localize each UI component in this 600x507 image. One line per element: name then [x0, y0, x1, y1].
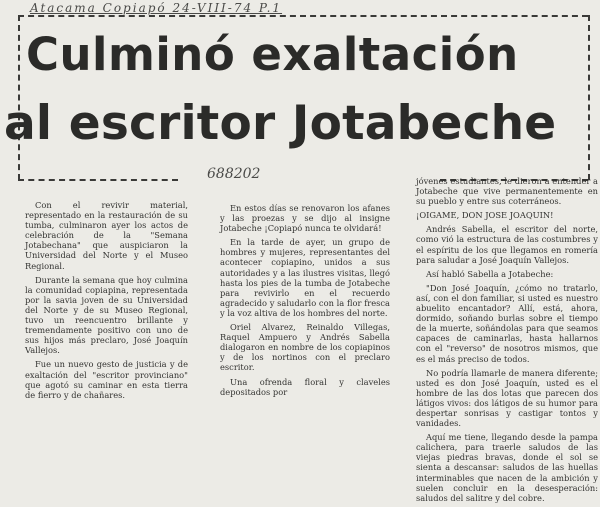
- article-column-3: [416, 176, 598, 507]
- paragraph: Oriel Alvarez, Reinaldo Villegas, Raquel Ampuero y Andrés Sabella dialogaron en nombre de los copiapinos y de los nortinos con el preclaro escritor.: [220, 322, 390, 373]
- article-column-2: [220, 203, 390, 401]
- handwritten-source-note: Atacama Copiapó 24-VIII-74 P.1: [30, 1, 283, 15]
- paragraph: Durante la semana que hoy culmina la comunidad copiapina, representada por la savia joven de su Universidad del Norte y de su Museo Regional, tuvo un reencuentro brillante y tremendamente positivo con uno de sus hijos más preclaro, José Joaquín Vallejos.: [25, 274, 188, 356]
- paragraph: Andrés Sabella, el escritor del norte, como vió la estructura de las costumbres y el espíritu de los que llegamos en romería para saludar a José Joaquín Vallejos.: [416, 224, 598, 265]
- paragraph: jóvenes estudiantes, le dieron a entender a Jotabeche que vive permanentemente en su pueblo y entre sus coterráneos.: [416, 176, 598, 207]
- headline-line-2: al escritor Jotabeche: [4, 96, 557, 151]
- paragraph: En la tarde de ayer, un grupo de hombres y mujeres, representantes del acontecer copiapino, unidos a sus autoridades y a las ilustres visitas, llegó hasta los pies de la tumba de Jotabeche para revivirlo en el recuerdo agradecido y saludarlo con la flor fresca y la voz altiva de los hombres del norte.: [220, 237, 390, 318]
- paragraph: No podría llamarle de manera diferente; usted es don José Joaquín, usted es el hombre de las dos lotas que parecen dos látigos vivos: dos látigos de su humor para despertar sonrisas y castigar tontos y vanidades.: [416, 367, 598, 429]
- paragraph: Fue un nuevo gesto de justicia y de exaltación del "escritor provinciano" que agotó su caminar en esta tierra de fierro y de chañares.: [25, 359, 188, 400]
- paragraph: Aquí me tiene, llegando desde la pampa calichera, para traerle saludos de las viejas piedras bravas, donde el sol se sienta a descansar: saludos de las huellas interminables que nacen de la ambición y suelen concluir en la desesperación: saludos del salitre y del cobre.: [416, 432, 598, 503]
- frame-right-border: [588, 15, 590, 180]
- frame-bottom-left-border: [18, 179, 178, 181]
- paragraph: Una ofrenda floral y claveles depositados por: [220, 376, 390, 397]
- paragraph: "Don José Joaquín, ¿cómo no tratarlo, así, con el don familiar, si usted es nuestro abuelito encantador? Allí, está, ahora, dormido, soñando burlas sobre el tiempo de la muerte, soñándolas para que seamos capaces de caminarlas, hasta hallarnos con el "reverso" de nosotros mismos, que es el más preciso de todos.: [416, 282, 598, 364]
- frame-top-border: [18, 15, 588, 17]
- paragraph: En estos días se renovaron los afanes y las proezas y se dijo al insigne Jotabeche ¡Copiapó nunca te olvidará!: [220, 203, 390, 234]
- headline-line-1: Culminó exaltación: [26, 28, 519, 81]
- paragraph: Así habló Sabella a Jotabeche:: [426, 268, 554, 279]
- handwritten-archive-number: 688202: [207, 166, 261, 182]
- article-column-1: [25, 200, 188, 404]
- paragraph: Con el revivir material, representado en la restauración de su tumba, culminaron ayer los actos de celebración de la "Semana Jotabechana" que auspiciaron la Universidad del Norte y el Museo Regional.: [25, 200, 188, 271]
- subheading: ¡OIGAME, DON JOSE JOAQUIN!: [416, 210, 554, 221]
